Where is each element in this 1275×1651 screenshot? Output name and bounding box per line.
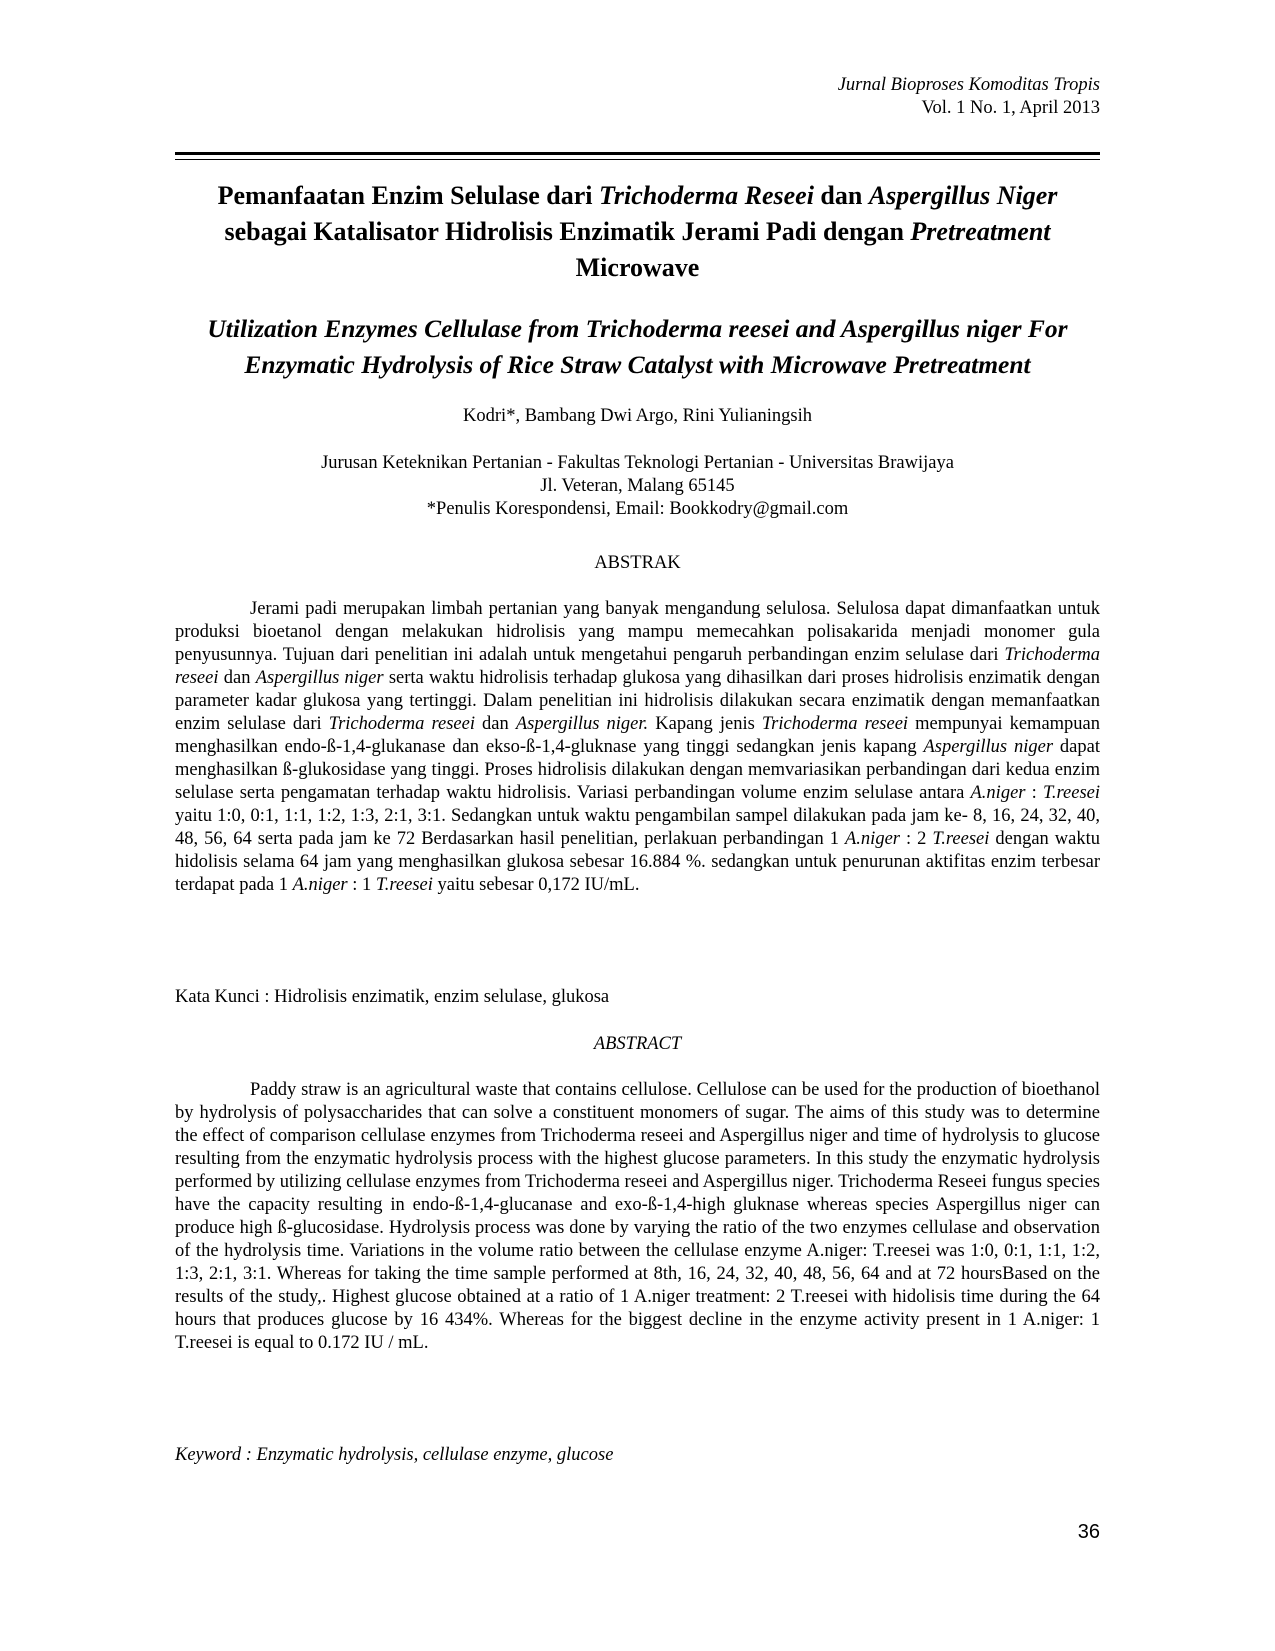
title-part: dan [813,181,869,210]
title-part: sebagai Katalisator Hidrolisis Enzimatik Jerami Padi dengan [224,217,911,246]
abstrak-italic: Trichoderma reseei [761,714,909,734]
journal-volume: Vol. 1 No. 1, April 2013 [921,98,1100,118]
abstrak-italic: T.reesei [375,875,433,895]
abstrak-italic: T.reesei [932,829,990,849]
abstrak-heading: ABSTRAK [594,553,681,573]
affiliation-line: Jurusan Keteknikan Pertanian - Fakultas Teknologi Pertanian - Universitas Brawijaya [321,453,954,473]
title-part-italic: Pretreatment [910,217,1051,246]
abstrak-italic: Aspergillus niger [255,668,384,688]
abstrak-text: Kapang jenis [648,714,762,734]
abstrak-text: serta waktu hidrolisis terhadap glukosa yang dihasilkan dari proses hidrolisis enzimatik dengan parameter kadar glukosa yang tertinggi. Dalam penelitian ini hidrolisis dilakukan secara enzimatik dengan memanfaatkan enzim selulase dari [175,668,1100,734]
header-rule-thin [175,159,1100,160]
abstrak-italic: Aspergillus niger. [515,714,649,734]
journal-name: Jurnal Bioproses Komoditas Tropis [837,75,1100,95]
correspondence-email: *Penulis Korespondensi, Email: Bookkodry@gmail.com [426,499,849,519]
affiliation-address: Jl. Veteran, Malang 65145 [540,476,735,496]
abstrak-text: dapat menghasilkan ß-glukosidase yang tinggi. Proses hidrolisis dilakukan dengan memvariasikan perbandingan dari kedua enzim selulase serta pengamatan terhadap waktu hidrolisis. Variasi perbandingan volume enzim selulase antara [175,737,1100,803]
keywords: Keyword : Enzymatic hydrolysis, cellulase enzyme, glucose [175,1445,614,1465]
title-part-italic: Aspergillus Niger [868,181,1058,210]
title-part: Pemanfaatan Enzim Selulase dari [217,181,599,210]
abstrak-italic: T.reesei [1042,783,1101,803]
abstrak-italic: Trichoderma reseei [175,645,1100,688]
title-part: Microwave [575,253,700,282]
title-part-italic: Trichoderma Reseei [598,181,814,210]
header-rule-thick [175,152,1100,155]
abstrak-italic: Aspergillus niger [923,737,1054,757]
abstrak-text: dengan waktu hidolisis selama 64 jam yang menghasilkan glukosa sebesar 16.884 %. sedangkan untuk penurunan aktifitas enzim terbesar terdapat pada 1 [175,829,1101,895]
abstrak-text: yaitu 1:0, 0:1, 1:1, 1:2, 1:3, 2:1, 3:1. Sedangkan untuk waktu pengambilan sampel dilakukan pada jam ke- 8, 16, 24, 32, 40, 48, 56, 64 serta pada jam ke 72 Berdasarkan hasil penelitian, perlakuan perbandingan 1 [175,806,1100,849]
paper-subtitle-english: Utilization Enzymes Cellulase from Trichoderma reesei and Aspergillus niger For Enzymatic Hydrolysis of Rice Straw Catalyst with Microwave Pretreatment [207,314,1068,379]
abstract-body: Paddy straw is an agricultural waste that contains cellulose. Cellulose can be used for the production of bioethanol by hydrolysis of polysaccharides that can solve a constituent monomers of sugar. The aims of this study was to determine the effect of comparison cellulase enzymes from Trichoderma reseei and Aspergillus niger and time of hydrolysis to glucose resulting from the enzymatic hydrolysis process with the highest glucose parameters. In this study the enzymatic hydrolysis performed by utilizing cellulase enzymes from Trichoderma reseei and Aspergillus niger. Trichoderma Reseei fungus species have the capacity resulting in endo-ß-1,4-glucanase and exo-ß-1,4-high gluknase whereas species Aspergillus niger can produce high ß-glucosidase. Hydrolysis process was done by varying the ratio of the two enzymes cellulase and observation of the hydrolysis time. Variations in the volume ratio between the cellulase enzyme A.niger: T.reesei was 1:0, 0:1, 1:1, 1:2, 1:3, 2:1, 3:1. Whereas for taking the time sample performed at 8th, 16, 24, 32, 40, 48, 56, 64 and at 72 hoursBased on the results of the study,. Highest glucose obtained at a ratio of 1 A.niger treatment: 2 T.reesei with hidolisis time during the 64 hours that produces glucose by 16 434%. Whereas for the biggest decline in the enzyme activity present in 1 A.niger: 1 T.reesei is equal to 0.172 IU / mL. [175,1080,1100,1353]
abstrak-text: : 1 [347,875,376,895]
abstrak-italic: A.niger [292,875,348,895]
abstrak-italic: A.niger [845,829,900,849]
page-number: 36 [1077,1521,1100,1543]
paper-title [175,178,1100,286]
abstrak-text: : 2 [899,829,933,849]
abstrak-text: mempunyai kemampuan menghasilkan endo-ß-1,4-glukanase dan ekso-ß-1,4-gluknase yang tinggi sedangkan jenis kapang [175,714,1101,757]
abstrak-text: dan [218,668,256,688]
abstrak-italic: Trichoderma reseei [328,714,475,734]
abstrak-text: Jerami padi merupakan limbah pertanian yang banyak mengandung selulosa. Selulosa dapat dimanfaatkan untuk produksi bioetanol dengan melakukan hidrolisis yang mampu memecahkan polisakarida menjadi monomer gula penyusunnya. Tujuan dari penelitian ini adalah untuk mengetahui pengaruh perbandingan enzim selulase dari [175,599,1100,665]
abstrak-text: dan [474,714,516,734]
abstrak-text: yaitu sebesar 0,172 IU/mL. [432,875,640,895]
abstrak-text: : [1025,783,1043,803]
abstrak-italic: A.niger [970,783,1026,803]
kata-kunci: Kata Kunci : Hidrolisis enzimatik, enzim selulase, glukosa [175,987,610,1007]
authors: Kodri*, Bambang Dwi Argo, Rini Yulianingsih [463,406,812,426]
affiliation [175,452,1100,521]
abstrak-body [175,598,1100,897]
journal-header [838,74,1100,120]
abstract-heading: ABSTRACT [593,1034,682,1054]
